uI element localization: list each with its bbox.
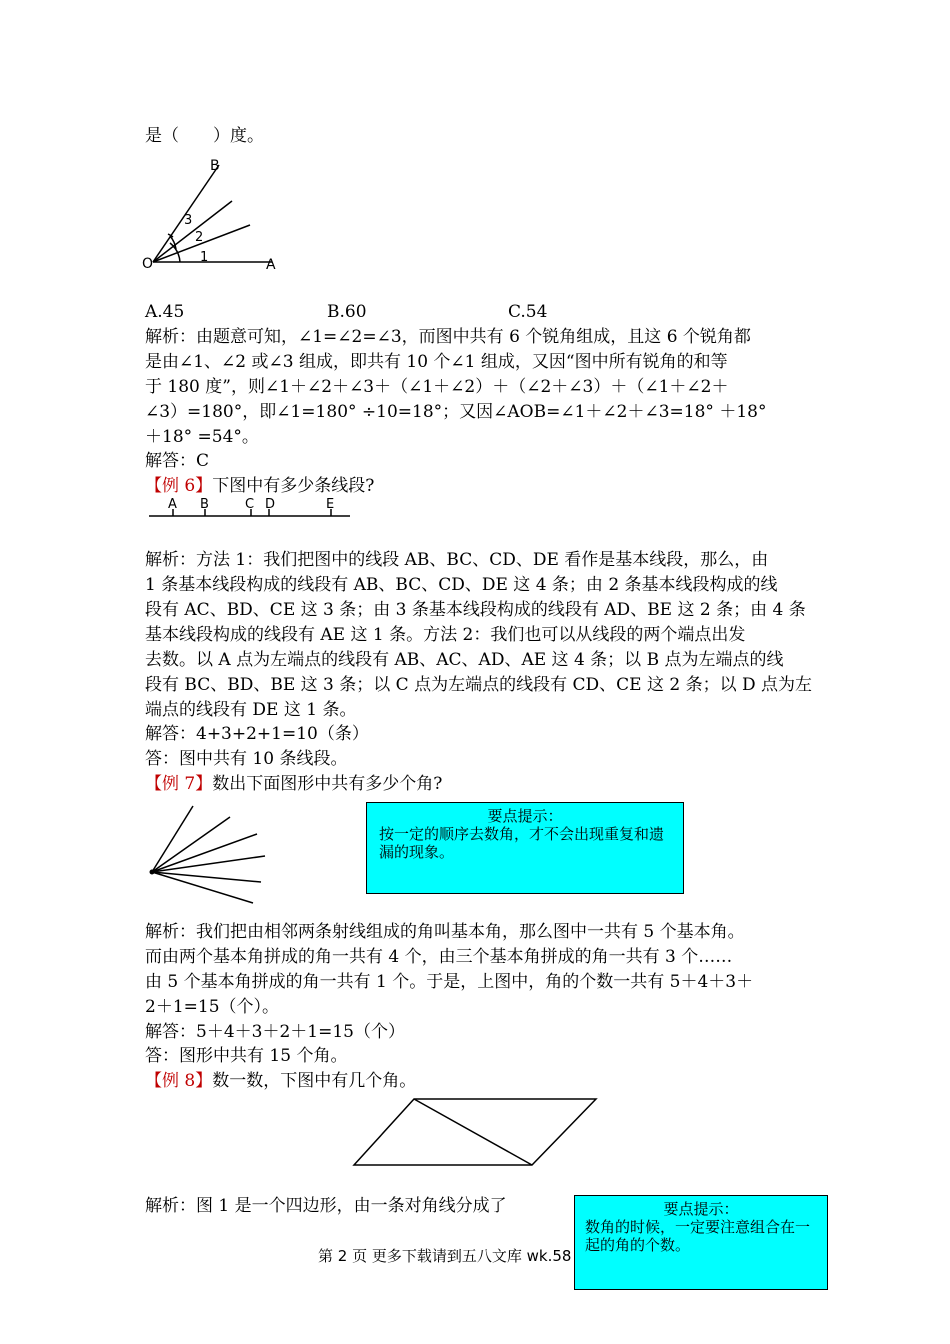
- example-8-tag: 【例 8】: [145, 1071, 213, 1091]
- analysis-line: 段有 BC、BD、BE 这 3 条；以 C 点为左端点的线段有 CD、CE 这 2 条；以 D 点为左: [145, 675, 813, 695]
- answer-line: 解答：5＋4＋3＋2＋1=15（个）: [145, 1022, 405, 1042]
- segment-figure: [145, 495, 355, 525]
- rays-figure: [145, 800, 275, 910]
- angle-figure-aob: [140, 155, 290, 280]
- label-o: O: [142, 256, 154, 272]
- example-8-question: 数一数，下图中有几个角。: [212, 1071, 417, 1091]
- analysis-line: 去数。以 A 点为左端点的线段有 AB、AC、AD、AE 这 4 条；以 B 点为左端点的线: [145, 650, 784, 670]
- example-6-question: 下图中有多少条线段?: [212, 476, 375, 496]
- example-7-heading: [145, 772, 442, 796]
- analysis-line: 由 5 个基本角拼成的角一共有 1 个。于是，上图中，角的个数一共有 5＋4＋3＋: [145, 972, 754, 992]
- ray-mid-upper: [153, 201, 232, 262]
- answer-line: 解答：C: [145, 451, 210, 471]
- example-6-tag: 【例 6】: [145, 476, 213, 496]
- label-b: B: [210, 158, 220, 174]
- label-e: E: [326, 497, 335, 512]
- ray-4: [152, 856, 265, 872]
- option-a: A.45: [145, 302, 185, 322]
- tip-title: 要点提示：: [663, 1200, 739, 1218]
- answer-line: 解答：4+3+2+1=10（条）: [145, 724, 369, 744]
- analysis-line: 1 条基本线段构成的线段有 AB、BC、CD、DE 这 4 条；由 2 条基本线段构成的线: [145, 575, 778, 595]
- tip-box-2: [574, 1195, 828, 1290]
- example-7-question: 数出下面图形中共有多少个角?: [212, 774, 443, 794]
- page-footer: 第 2 页 更多下载请到五八文库 wk.58: [318, 1247, 572, 1265]
- analysis-line: 基本线段构成的线段有 AE 这 1 条。方法 2：我们也可以从线段的两个端点出发: [145, 625, 746, 645]
- analysis-line: 2＋1=15（个）。: [145, 997, 280, 1017]
- analysis-line: 端点的线段有 DE 这 1 条。: [145, 700, 357, 720]
- analysis-line: 解析：图 1 是一个四边形，由一条对角线分成了: [145, 1196, 507, 1216]
- analysis-line: ∠3）=180°，即∠1=180° ÷10=18°；又因∠AOB=∠1＋∠2＋∠3=18° ＋18°: [145, 402, 767, 422]
- answer-line: 答：图形中共有 15 个角。: [145, 1046, 348, 1066]
- option-c: C.54: [508, 302, 548, 322]
- label-b: B: [200, 497, 209, 512]
- tip-box-1: [366, 802, 684, 894]
- example-7-tag: 【例 7】: [145, 774, 213, 794]
- parallelogram-figure: [350, 1095, 600, 1170]
- analysis-line: 于 180 度”，则∠1＋∠2＋∠3＋（∠1＋∠2）＋（∠2＋∠3）＋（∠1＋∠2＋: [145, 377, 729, 397]
- label-c: C: [245, 497, 255, 512]
- parallelogram: [354, 1099, 596, 1165]
- question-tail: 是（ ）度。: [145, 126, 264, 146]
- label-a: A: [266, 257, 276, 273]
- ray-2: [152, 817, 230, 872]
- ray-3: [152, 834, 257, 872]
- option-b: B.60: [327, 302, 367, 322]
- label-d: D: [265, 497, 276, 512]
- label-angle-1: 1: [200, 250, 209, 265]
- analysis-line: 段有 AC、BD、CE 这 3 条；由 3 条基本线段构成的线段有 AD、BE 这 2 条；由 4 条: [145, 600, 806, 620]
- tip-title: 要点提示：: [487, 807, 563, 825]
- analysis-line: 解析：方法 1：我们把图中的线段 AB、BC、CD、DE 看作是基本线段，那么，由: [145, 550, 769, 570]
- tip-text: 按一定的顺序去数角，才不会出现重复和遗漏的现象。: [379, 825, 665, 861]
- label-a: A: [168, 497, 177, 512]
- label-angle-2: 2: [195, 230, 204, 245]
- analysis-line: ＋18° =54°。: [145, 427, 259, 447]
- ray-1: [152, 806, 193, 872]
- tip-text: 数角的时候，一定要注意组合在一起的角的个数。: [585, 1218, 811, 1254]
- analysis-line: 解析：由题意可知，∠1=∠2=∠3，而图中共有 6 个锐角组成，且这 6 个锐角都: [145, 327, 751, 347]
- analysis-line: 而由两个基本角拼成的角一共有 4 个，由三个基本角拼成的角一共有 3 个……: [145, 947, 733, 967]
- diagonal: [414, 1099, 532, 1165]
- analysis-line: 解析：我们把由相邻两条射线组成的角叫基本角，那么图中一共有 5 个基本角。: [145, 922, 745, 942]
- vertex-point: [150, 870, 155, 875]
- label-angle-3: 3: [184, 213, 193, 228]
- answer-line: 答：图中共有 10 条线段。: [145, 749, 348, 769]
- example-8-heading: [145, 1069, 416, 1093]
- analysis-line: 是由∠1、∠2 或∠3 组成，即共有 10 个∠1 组成，又因“图中所有锐角的和等: [145, 352, 728, 372]
